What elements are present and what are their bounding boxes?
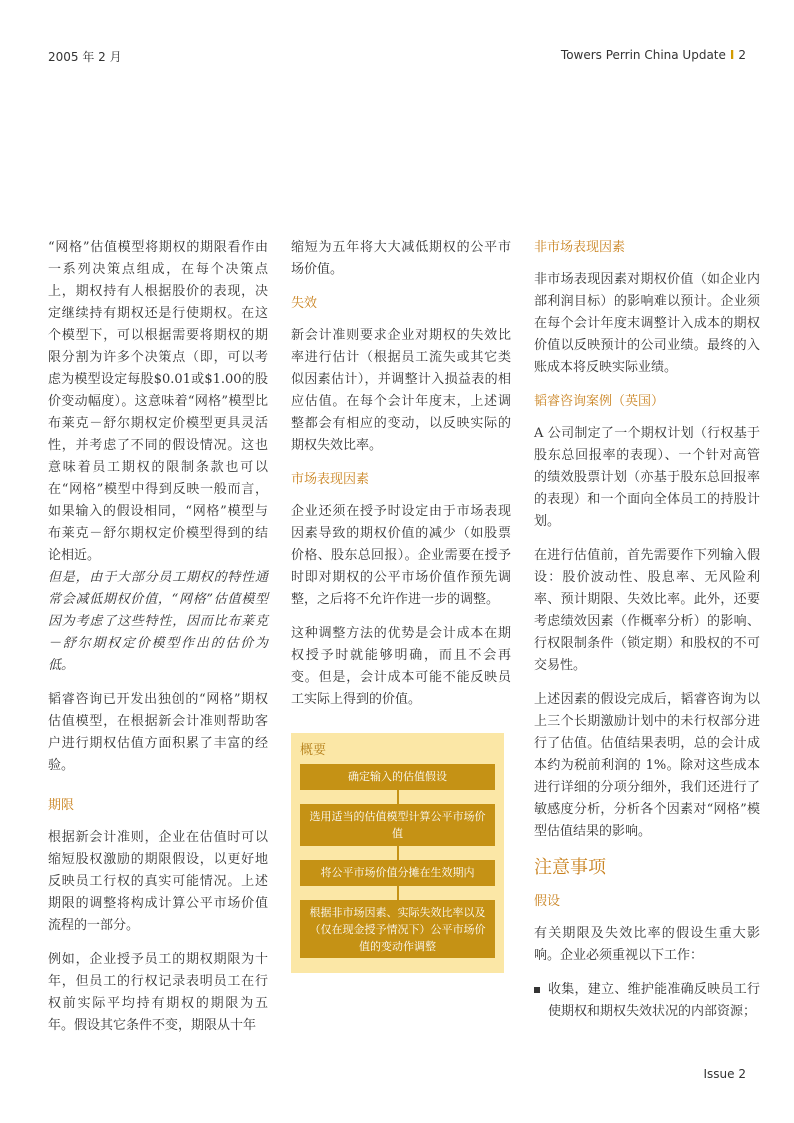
summary-step-1: 确定输入的估值假设: [300, 764, 495, 790]
assumptions-paragraph: 有关期限及失效比率的假设生重大影响。企业必须重视以下工作：: [534, 926, 760, 963]
connector-line: [397, 886, 399, 900]
column-right: [534, 237, 760, 1035]
towers-perrin-experience-paragraph: 韬睿咨询已开发出独创的“网格”期权估值模型，在根据新会计准则帮助客户进行期权估值方面积累了丰富的经验。: [48, 692, 268, 773]
term-example-paragraph: 例如，企业授予员工的期权期限为十年，但员工的行权记录表明员工在行权前实际平均持有期权的期限为五年。假设其它条件不变，期限从十年: [48, 952, 268, 1033]
summary-step-2: [300, 804, 495, 846]
market-factors-heading: 市场表现因素: [291, 472, 370, 487]
summary-title: 概要: [300, 743, 327, 758]
summary-step-3: 将公平市场价值分摊在生效期内: [300, 860, 495, 886]
column-left: [48, 237, 268, 1049]
forfeiture-paragraph: 新会计准则要求企业对期权的失效比率进行估计（根据员工流失或其它类似因素估计），并调整计入损益表的相应估值。在每个会计年度末，上述调整都会有相应的变动，以反映实际的期权失效比率。: [291, 328, 511, 453]
summary-step-4-text: 根据非市场因素、实际失效比率以及（仅在现金授予情况下）公平市场价值的变动作调整: [309, 905, 486, 953]
connector-line: [397, 790, 399, 804]
header-date: 2005 年 2 月: [48, 50, 122, 64]
summary-step-4: [300, 900, 495, 958]
case-study-results-paragraph: 上述因素的假设完成后，韬睿咨询为以上三个长期激励计划中的未行权部分进行了估值。估值结果表明，总的会计成本约为税前利润的 1%。除对这些成本进行详细的分项分细外，我们还进行了敏感度分析，分析各个因素对“网格”模型估值结果的影响。: [534, 692, 760, 839]
case-study-inputs-paragraph: 在进行估值前，首先需要作下列输入假设：股价波动性、股息率、无风险利率、预计期限、失效比率。此外，还要考虑绩效因素（作概率分析）的影响、行权限制条件（锁定期）和股权的不可交易性。: [534, 548, 760, 673]
assumptions-heading: 假设: [534, 894, 561, 909]
case-study-heading: 韬睿咨询案例（英国）: [534, 394, 665, 409]
notes-heading: 注意事项: [534, 857, 606, 878]
header-publication: [561, 48, 746, 62]
page-number: 2: [738, 48, 746, 62]
separator-bar: I: [729, 48, 735, 62]
column-middle: [291, 237, 511, 723]
assumptions-bullet-item: 收集，建立、维护能准确反映员工行使期权和期权失效状况的内部资源；: [534, 979, 760, 1023]
summary-step-2-text: 选用适当的估值模型计算公平市场价值: [309, 810, 486, 840]
non-market-factors-heading: 非市场表现因素: [534, 240, 626, 255]
term-heading: 期限: [48, 798, 75, 813]
term-continued-paragraph: 缩短为五年将大大减低期权的公平市场价值。: [291, 240, 511, 277]
lattice-model-italic-note: 但是，由于大部分员工期权的特性通常会减低期权价值，“网格”估值模型因为考虑了这些特性，因而比布莱克－舒尔期权定价模型作出的估价为低。: [48, 570, 268, 673]
publication-title: Towers Perrin China Update: [560, 48, 726, 62]
non-market-factors-paragraph: 非市场表现因素对期权价值（如企业内部利润目标）的影响难以预计。企业须在每个会计年度末调整计入成本的期权价值以反映预计的公司业绩。最终的入账成本将反映实际业绩。: [534, 272, 760, 375]
connector-line: [397, 846, 399, 860]
market-factors-paragraph: 企业还须在授予时设定由于市场表现因素导致的期权价值的减少（如股票价格、股东总回报）。企业需要在授予时即对期权的公平市场价值作预先调整，之后将不允许作进一步的调整。: [291, 504, 511, 607]
market-adjustment-advantage-paragraph: 这种调整方法的优势是会计成本在期权授予时就能够明确，而且不会再变。但是，会计成本可能不能反映员工实际上得到的价值。: [291, 626, 511, 707]
lattice-model-paragraph: “网格”估值模型将期权的期限看作由一系列决策点组成，在每个决策点上，期权持有人根据股价的表现，决定继续持有期权还是行使期权。在这个模型下，可以根据需要将期权的期限分割为许多个决策点（即，可以考虑为模型设定每股$0.01或$1.00的股价变动幅度）。这意味着“网格”模型比布莱克－舒尔期权定价模型更具灵活性，并考虑了不同的假设情况。这也意味着员工期权的限制条款也可以在“网格”模型中得到反映一般而言，如果输入的假设相同，“网格”模型与布莱克－舒尔期权定价模型得到的结论相近。: [48, 240, 268, 563]
issue-label: Issue 2: [703, 1067, 746, 1081]
forfeiture-heading: 失效: [291, 296, 318, 311]
term-paragraph: 根据新会计准则，企业在估值时可以缩短股权激励的期限假设，以更好地反映员工行权的真实可能情况。上述期限的调整将构成计算公平市场价值流程的一部分。: [48, 830, 268, 933]
summary-box: [291, 733, 504, 973]
case-study-plans-paragraph: A 公司制定了一个期权计划（行权基于股东总回报率的表现）、一个针对高管的绩效股票计划（亦基于股东总回报率的表现）和一个面向全体员工的持股计划。: [534, 426, 760, 529]
